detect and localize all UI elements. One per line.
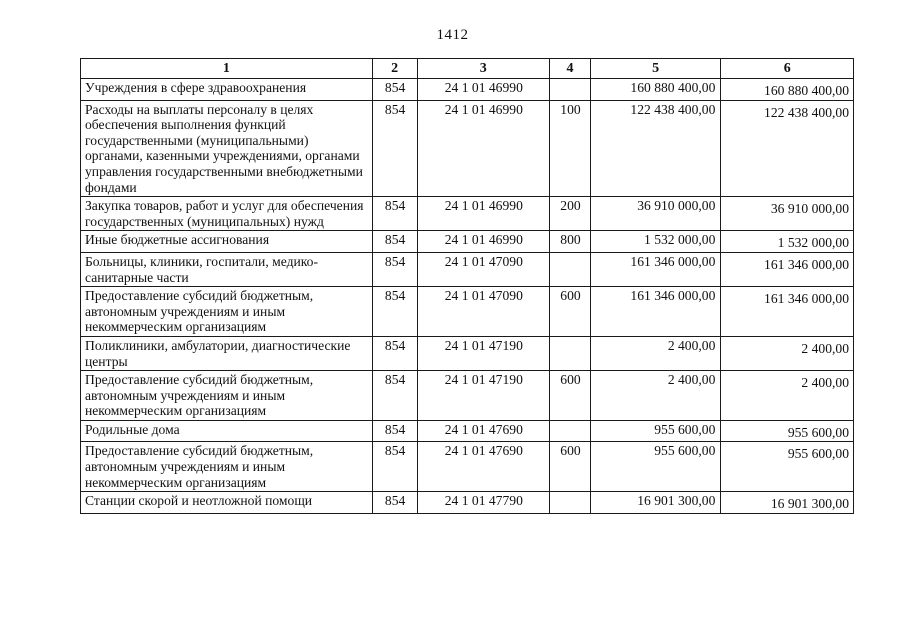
header-row xyxy=(81,59,854,79)
row-sum6-cell: 2 400,00 xyxy=(721,336,854,370)
page-number: 1412 xyxy=(436,27,469,43)
row-vr-cell xyxy=(550,252,591,286)
table-row xyxy=(81,252,854,286)
header-col-5: 5 xyxy=(590,59,721,79)
table-row xyxy=(81,287,854,337)
row-ved-cell: 854 xyxy=(372,442,417,492)
row-csr-cell: 24 1 01 47090 xyxy=(417,252,550,286)
budget-table xyxy=(80,58,854,514)
row-vr-cell: 600 xyxy=(550,287,591,337)
header-col-4: 4 xyxy=(550,59,591,79)
row-name-cell: Расходы на выплаты персоналу в целях обеспечения выполнения функций государственными (муниципальными) органами, казенными учреждениями, органами управления государственными внебюджетными фондами xyxy=(81,100,373,197)
row-sum5-cell: 160 880 400,00 xyxy=(590,79,721,101)
row-vr-cell xyxy=(550,79,591,101)
row-sum6-cell: 161 346 000,00 xyxy=(721,287,854,337)
header-col-1: 1 xyxy=(81,59,373,79)
row-sum6-cell: 16 901 300,00 xyxy=(721,492,854,514)
table-row xyxy=(81,231,854,253)
row-vr-cell xyxy=(550,420,591,442)
row-sum5-cell: 161 346 000,00 xyxy=(590,287,721,337)
row-vr-cell xyxy=(550,492,591,514)
row-sum5-cell: 122 438 400,00 xyxy=(590,100,721,197)
row-sum5-cell: 955 600,00 xyxy=(590,442,721,492)
row-vr-cell: 600 xyxy=(550,442,591,492)
table-row xyxy=(81,371,854,421)
row-sum5-cell: 161 346 000,00 xyxy=(590,252,721,286)
row-name-cell: Предоставление субсидий бюджетным, автономным учреждениям и иным некоммерческим организациям xyxy=(81,287,373,337)
row-csr-cell: 24 1 01 46990 xyxy=(417,100,550,197)
row-csr-cell: 24 1 01 46990 xyxy=(417,231,550,253)
header-col-2: 2 xyxy=(372,59,417,79)
row-ved-cell: 854 xyxy=(372,336,417,370)
row-csr-cell: 24 1 01 46990 xyxy=(417,197,550,231)
row-csr-cell: 24 1 01 47190 xyxy=(417,371,550,421)
row-csr-cell: 24 1 01 46990 xyxy=(417,79,550,101)
row-ved-cell: 854 xyxy=(372,492,417,514)
row-name-cell: Поликлиники, амбулатории, диагностические центры xyxy=(81,336,373,370)
row-sum5-cell: 2 400,00 xyxy=(590,336,721,370)
row-vr-cell: 100 xyxy=(550,100,591,197)
row-sum5-cell: 16 901 300,00 xyxy=(590,492,721,514)
table-row xyxy=(81,420,854,442)
row-name-cell: Предоставление субсидий бюджетным, автономным учреждениям и иным некоммерческим организациям xyxy=(81,442,373,492)
table-row xyxy=(81,492,854,514)
row-sum6-cell: 955 600,00 xyxy=(721,442,854,492)
row-sum5-cell: 36 910 000,00 xyxy=(590,197,721,231)
row-name-cell: Больницы, клиники, госпитали, медико-санитарные части xyxy=(81,252,373,286)
row-ved-cell: 854 xyxy=(372,420,417,442)
row-name-cell: Учреждения в сфере здравоохранения xyxy=(81,79,373,101)
table-row xyxy=(81,197,854,231)
row-sum6-cell: 2 400,00 xyxy=(721,371,854,421)
row-sum6-cell: 161 346 000,00 xyxy=(721,252,854,286)
row-csr-cell: 24 1 01 47090 xyxy=(417,287,550,337)
row-vr-cell: 200 xyxy=(550,197,591,231)
row-csr-cell: 24 1 01 47690 xyxy=(417,420,550,442)
row-sum6-cell: 955 600,00 xyxy=(721,420,854,442)
header-col-3: 3 xyxy=(417,59,550,79)
row-ved-cell: 854 xyxy=(372,371,417,421)
row-vr-cell xyxy=(550,336,591,370)
row-sum6-cell: 160 880 400,00 xyxy=(721,79,854,101)
row-csr-cell: 24 1 01 47790 xyxy=(417,492,550,514)
row-vr-cell: 600 xyxy=(550,371,591,421)
row-sum5-cell: 955 600,00 xyxy=(590,420,721,442)
row-vr-cell: 800 xyxy=(550,231,591,253)
row-csr-cell: 24 1 01 47690 xyxy=(417,442,550,492)
table-row xyxy=(81,79,854,101)
table-row xyxy=(81,100,854,197)
row-name-cell: Родильные дома xyxy=(81,420,373,442)
header-col-6: 6 xyxy=(721,59,854,79)
row-ved-cell: 854 xyxy=(372,252,417,286)
row-ved-cell: 854 xyxy=(372,231,417,253)
table-row xyxy=(81,442,854,492)
row-name-cell: Закупка товаров, работ и услуг для обеспечения государственных (муниципальных) нужд xyxy=(81,197,373,231)
row-ved-cell: 854 xyxy=(372,287,417,337)
row-csr-cell: 24 1 01 47190 xyxy=(417,336,550,370)
table-row xyxy=(81,336,854,370)
row-sum5-cell: 2 400,00 xyxy=(590,371,721,421)
row-name-cell: Предоставление субсидий бюджетным, автономным учреждениям и иным некоммерческим организациям xyxy=(81,371,373,421)
row-name-cell: Станции скорой и неотложной помощи xyxy=(81,492,373,514)
row-sum6-cell: 1 532 000,00 xyxy=(721,231,854,253)
row-ved-cell: 854 xyxy=(372,79,417,101)
row-ved-cell: 854 xyxy=(372,197,417,231)
row-sum6-cell: 122 438 400,00 xyxy=(721,100,854,197)
row-sum6-cell: 36 910 000,00 xyxy=(721,197,854,231)
row-sum5-cell: 1 532 000,00 xyxy=(590,231,721,253)
row-ved-cell: 854 xyxy=(372,100,417,197)
row-name-cell: Иные бюджетные ассигнования xyxy=(81,231,373,253)
